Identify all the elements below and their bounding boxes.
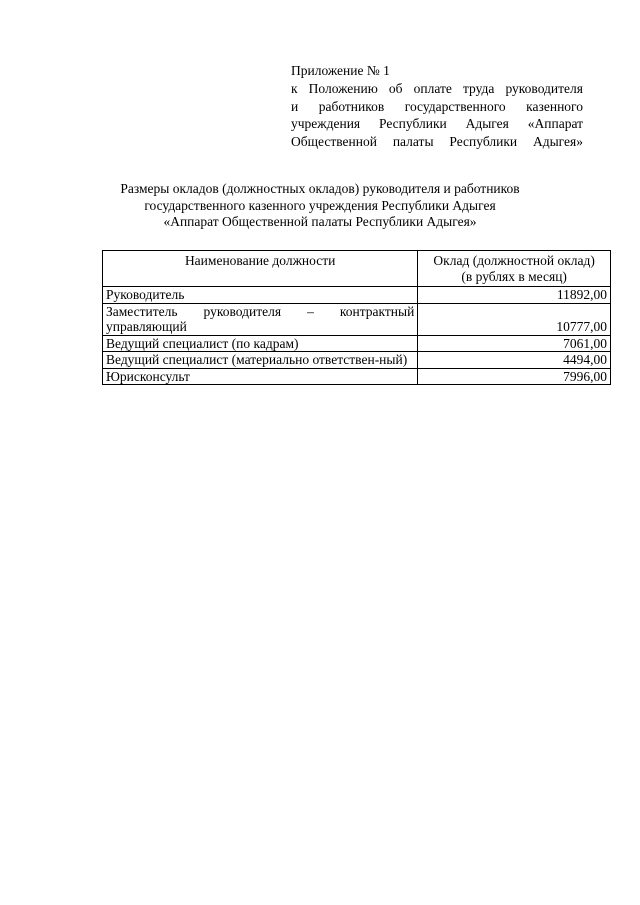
table-row bbox=[103, 303, 611, 335]
position-name: Ведущий специалист (материально ответствен-ный) bbox=[103, 352, 418, 369]
salary-value: 7061,00 bbox=[418, 335, 611, 352]
title-line-3: «Аппарат Общественной палаты Республики Адыгея» bbox=[163, 214, 477, 229]
document-title bbox=[60, 181, 580, 231]
salary-value: 4494,00 bbox=[418, 352, 611, 369]
salary-value: 10777,00 bbox=[418, 303, 611, 335]
position-name: Юрисконсульт bbox=[103, 368, 418, 385]
title-line-2: государственного казенного учреждения Республики Адыгея bbox=[144, 197, 496, 213]
title-line-1: Размеры окладов (должностных окладов) руководителя и работников bbox=[120, 181, 520, 196]
salary-table bbox=[102, 250, 611, 385]
table-row bbox=[103, 368, 611, 385]
position-column-header bbox=[103, 251, 418, 287]
table-row bbox=[103, 352, 611, 369]
appendix-number: Приложение № 1 bbox=[291, 63, 390, 78]
table-row bbox=[103, 335, 611, 352]
salary-header-unit: (в рублях в месяц) bbox=[461, 268, 567, 284]
appendix-reference-line-3: учреждения Республики Адыгея «Аппарат bbox=[291, 116, 583, 132]
appendix-reference-line-4: Общественной палаты Республики Адыгея» bbox=[291, 134, 583, 150]
salary-header-label: Оклад (должностной оклад) bbox=[433, 253, 595, 268]
appendix-reference-line-2: и работников государственного казенного bbox=[291, 98, 583, 114]
salary-column-header bbox=[418, 251, 611, 287]
salary-value: 11892,00 bbox=[418, 287, 611, 304]
table-row bbox=[103, 287, 611, 304]
appendix-header bbox=[291, 62, 583, 151]
appendix-reference-line-1: к Положению об оплате труда руководителя bbox=[291, 80, 583, 96]
position-name: Ведущий специалист (по кадрам) bbox=[103, 335, 418, 352]
position-header-label: Наименование должности bbox=[184, 253, 336, 268]
salary-value: 7996,00 bbox=[418, 368, 611, 385]
table-header-row bbox=[103, 251, 611, 287]
position-name: Заместитель руководителя – контрактный управляющий bbox=[103, 303, 418, 335]
position-name: Руководитель bbox=[103, 287, 418, 304]
